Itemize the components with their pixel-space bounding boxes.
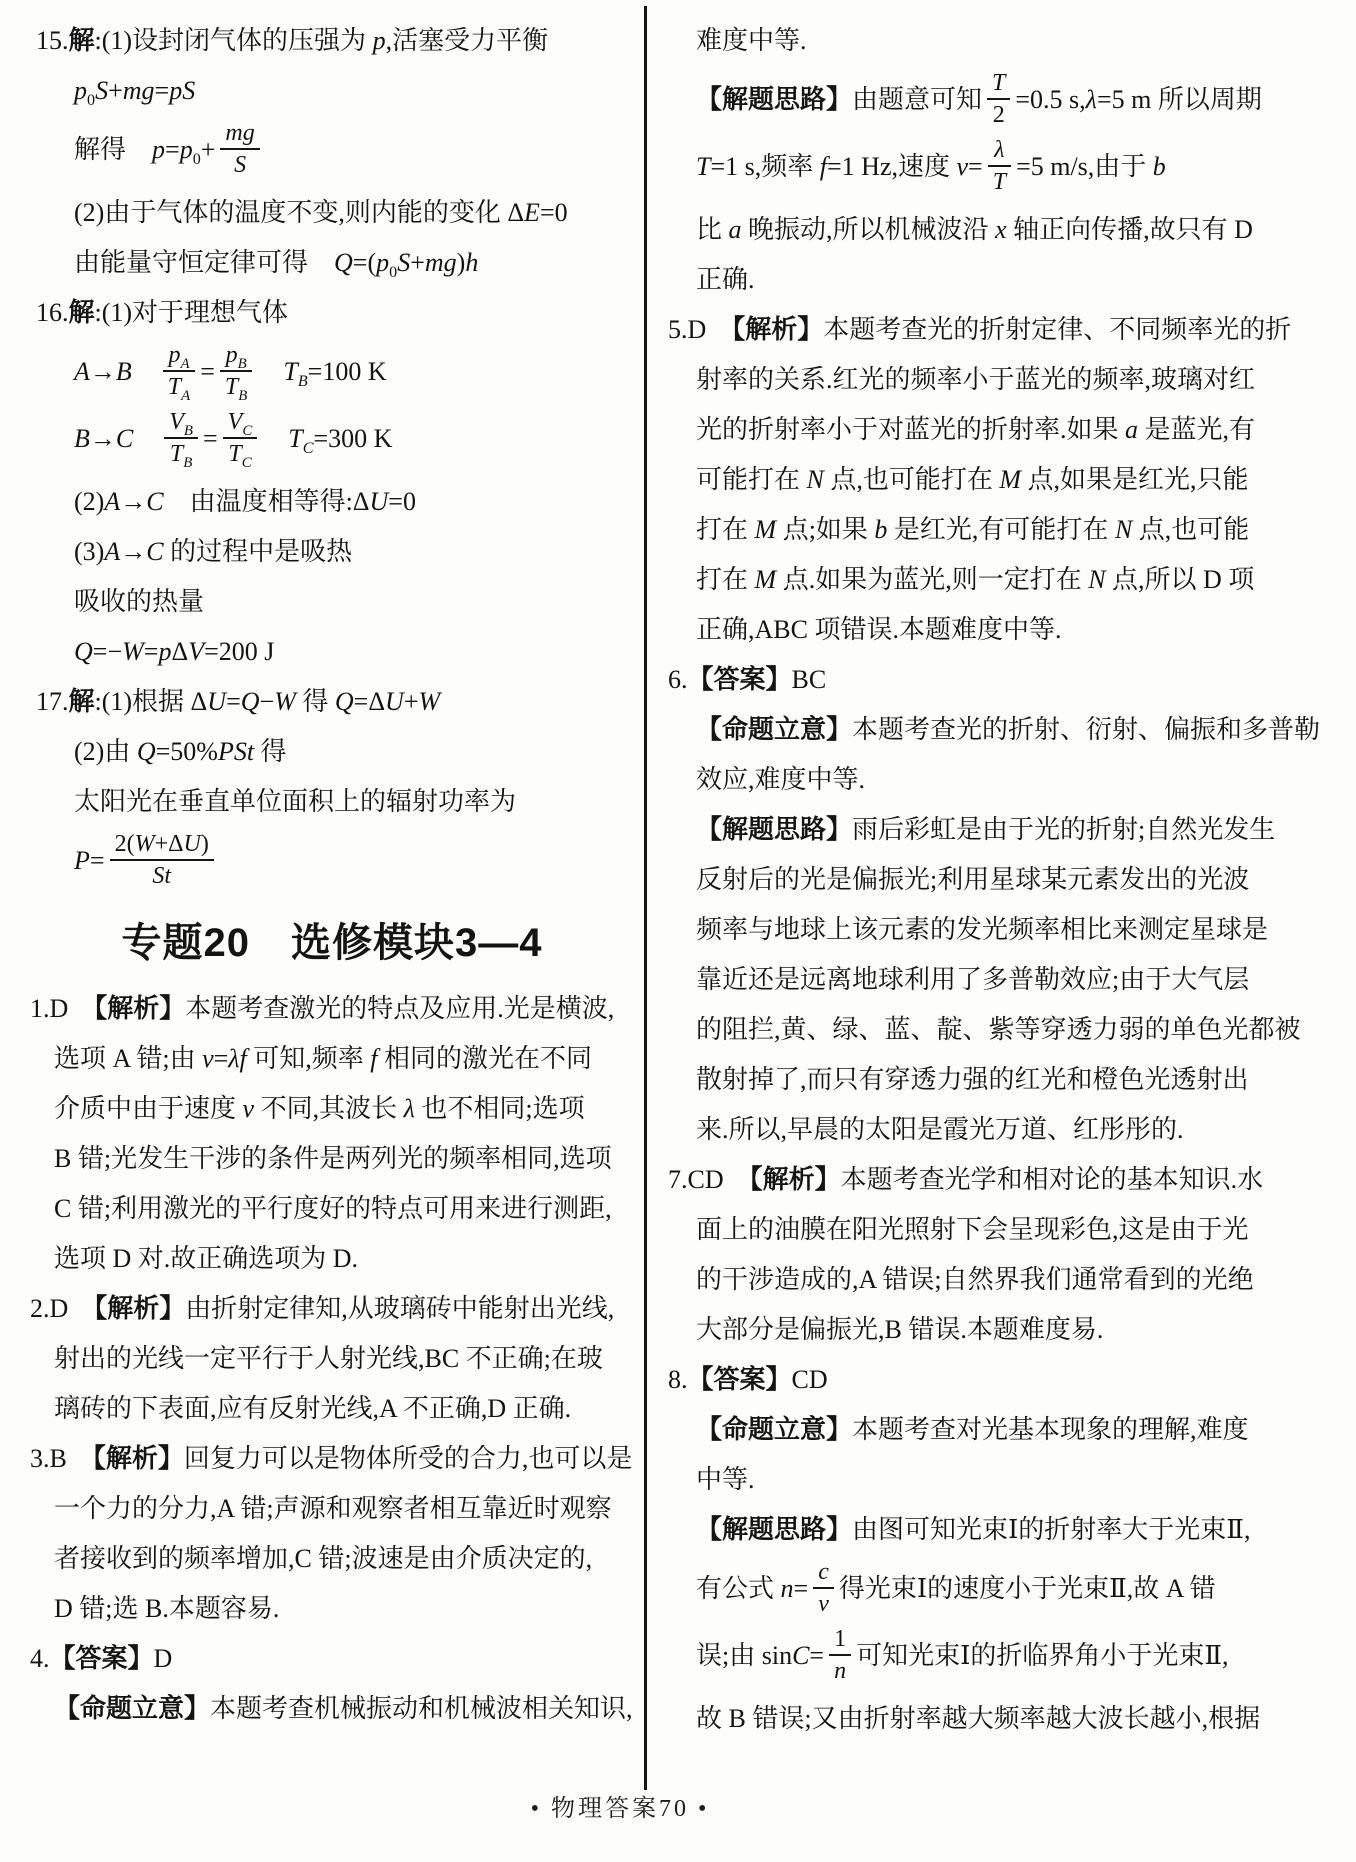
text-line: 【命题立意】本题考查对光基本现象的理解,难度 [696,1415,1249,1444]
text-line: B 错;光发生干涉的条件是两列光的频率相同,选项 [54,1144,612,1173]
text-line: 【解题思路】由题意可知 $\frac{T}{2}$ =0.5 s,λ=5 m 所以周期 [696,70,1262,128]
text-line: 难度中等. [696,26,807,55]
text-line: 吸收的热量 [74,587,205,616]
fraction: $\frac{p_A}{T_A}$ [163,340,195,402]
fraction: $\frac{c}{v}$ [813,1557,834,1619]
text-line: $p_0S+mg=pS$ [74,76,196,110]
fraction: $\frac{mg}{S}$ [220,118,259,180]
text-line: 璃砖的下表面,应有反射光线,A 不正确,D 正确. [54,1394,572,1423]
text-line: 正确,ABC 项错误.本题难度中等. [696,615,1062,644]
text-line: 散射掉了,而只有穿透力强的红光和橙色光透射出 [696,1065,1249,1094]
text-line: 比 a 晚振动,所以机械波沿 x 轴正向传播,故只有 D [696,215,1253,244]
text-line: 的干涉造成的,A 错误;自然界我们通常看到的光绝 [696,1265,1254,1294]
text-line: 射出的光线一定平行于人射光线,BC 不正确;在玻 [54,1344,603,1373]
text-line: 选项 A 错;由 v=λf 可知,频率 f 相同的激光在不同 [54,1044,593,1073]
text-line: 者接收到的频率增加,C 错;波速是由介质决定的, [54,1544,593,1573]
text-line: 中等. [696,1465,755,1494]
fraction: $\frac{2(W+\Delta U)}{St}$ [110,829,214,891]
text-line: (2)由 Q=50%PSt 得 [74,737,287,766]
right-column [668,16,1344,1744]
text-line: 大部分是偏振光,B 错误.本题难度易. [696,1315,1104,1344]
fraction: $\frac{V_C}{T_C}$ [223,407,258,469]
text-line: Q=−W=pΔV=200 J [74,637,275,666]
text-line: 误;由 sinC= $\frac{1}{n}$ 可知光束Ⅰ的折临界角小于光束Ⅱ, [696,1626,1229,1684]
text-line: 【命题立意】本题考查机械振动和机械波相关知识, [54,1694,633,1723]
text-line: 太阳光在垂直单位面积上的辐射功率为 [74,787,517,816]
left-column [30,16,634,1734]
text-line: (2)由于气体的温度不变,则内能的变化 ΔE=0 [74,198,568,227]
text-line: 介质中由于速度 v 不同,其波长 λ 也不相同;选项 [54,1094,585,1123]
item-6-start: 6.【答案】BC [668,665,827,694]
text-line: 靠近还是远离地球利用了多普勒效应;由于大气层 [696,965,1250,994]
text-line: 选项 D 对.故正确选项为 D. [54,1244,359,1273]
text-line: 【命题立意】本题考查光的折射、衍射、偏振和多普勒 [696,715,1321,744]
text-line: 光的折射率小于对蓝光的折射率.如果 a 是蓝光,有 [696,415,1256,444]
item-8-start: 8.【答案】CD [668,1365,828,1394]
text-line: 的阻拦,黄、绿、蓝、靛、紫等穿透力弱的单色光都被 [696,1015,1301,1044]
text-line: 可能打在 N 点,也可能打在 M 点,如果是红光,只能 [696,465,1249,494]
text-line: 面上的油膜在阳光照射下会呈现彩色,这是由于光 [696,1215,1249,1244]
item-3-start: 3.B 【解析】回复力可以是物体所受的合力,也可以是 [30,1444,633,1473]
page-footer [0,1788,1240,1823]
item-7-start: 7.CD 【解析】本题考查光学和相对论的基本知识.水 [668,1165,1264,1194]
text-line: P= $\frac{2(W+\Delta U)}{St}$ [30,832,634,894]
item-4-start: 4.【答案】D [30,1644,173,1673]
text-line: 频率与地球上该元素的发光频率相比来测定星球是 [696,915,1269,944]
fraction: $\frac{T}{2}$ [987,68,1010,130]
text-line: 打在 M 点;如果 b 是红光,有可能打在 N 点,也可能 [696,515,1250,544]
text-line: (3)A→C 的过程中是吸热 [74,537,353,566]
item-17-start: 17.解:(1)根据 ΔU=Q−W 得 Q=ΔU+W [36,687,441,716]
item-5-start: 5.D 【解析】本题考查光的折射定律、不同频率光的折 [668,315,1292,344]
text-line: 反射后的光是偏振光;利用星球某元素发出的光波 [696,865,1250,894]
fraction: $\frac{V_B}{T_B}$ [164,407,198,469]
text-line: C 错;利用激光的平行度好的特点可用来进行测距, [54,1194,612,1223]
text-line: 由能量守恒定律可得 $Q=(p_0S+mg)h$ [74,248,479,282]
text-line: 【解题思路】由图可知光束Ⅰ的折射率大于光束Ⅱ, [696,1515,1251,1544]
section-heading: 专题20 选修模块3—4 [121,921,543,965]
text-line: (2)A→C 由温度相等得:ΔU=0 [74,487,416,516]
text-line: 【解题思路】雨后彩虹是由于光的折射;自然光发生 [696,815,1276,844]
text-line: A→B $\frac{p_A}{T_A}$ = $\frac{p_B}{T_B}$ $T_B=100$ K [74,342,387,404]
fraction: $\frac{1}{n}$ [829,1624,851,1686]
text-line: 打在 M 点.如果为蓝光,则一定打在 N 点,所以 D 项 [696,565,1255,594]
text-line: 正确. [696,265,755,294]
text-line: D 错;选 B.本题容易. [54,1594,280,1623]
text-line: 射率的关系.红光的频率小于蓝光的频率,玻璃对红 [696,365,1256,394]
item-2-start: 2.D 【解析】由折射定律知,从玻璃砖中能射出光线, [30,1294,615,1323]
text-line: 有公式 n= $\frac{c}{v}$ 得光束Ⅰ的速度小于光束Ⅱ,故 A 错 [696,1559,1216,1617]
footer-text: • 物理答案70 • [530,1796,710,1822]
text-line: 效应,难度中等. [696,765,866,794]
text-line: 一个力的分力,A 错;声源和观察者相互靠近时观察 [54,1494,612,1523]
column-divider-rule [644,6,647,1790]
fraction: $\frac{\lambda}{T}$ [988,135,1011,197]
text-line: T=1 s,频率 f=1 Hz,速度 v= $\frac{\lambda}{T}$ =5 m/s,由于 b [696,137,1166,195]
text-line: B→C $\frac{V_B}{T_B}$ = $\frac{V_C}{T_C}$ $T_C=300$ K [74,409,393,471]
item-16-start: 16.解:(1)对于理想气体 [36,298,289,327]
fraction: $\frac{p_B}{T_B}$ [220,340,252,402]
item-1-start: 1.D 【解析】本题考查激光的特点及应用.光是横波, [30,994,615,1023]
item-15-start: 15.解:(1)设封闭气体的压强为 p,活塞受力平衡 [36,26,549,55]
text-line: 故 B 错误;又由折射率越大频率越大波长越小,根据 [696,1704,1261,1733]
text-line: 解得 $p=p_0+$ $\frac{mg}{S}$ [30,121,634,183]
text-line: 来.所以,早晨的太阳是霞光万道、红彤彤的. [696,1115,1184,1144]
